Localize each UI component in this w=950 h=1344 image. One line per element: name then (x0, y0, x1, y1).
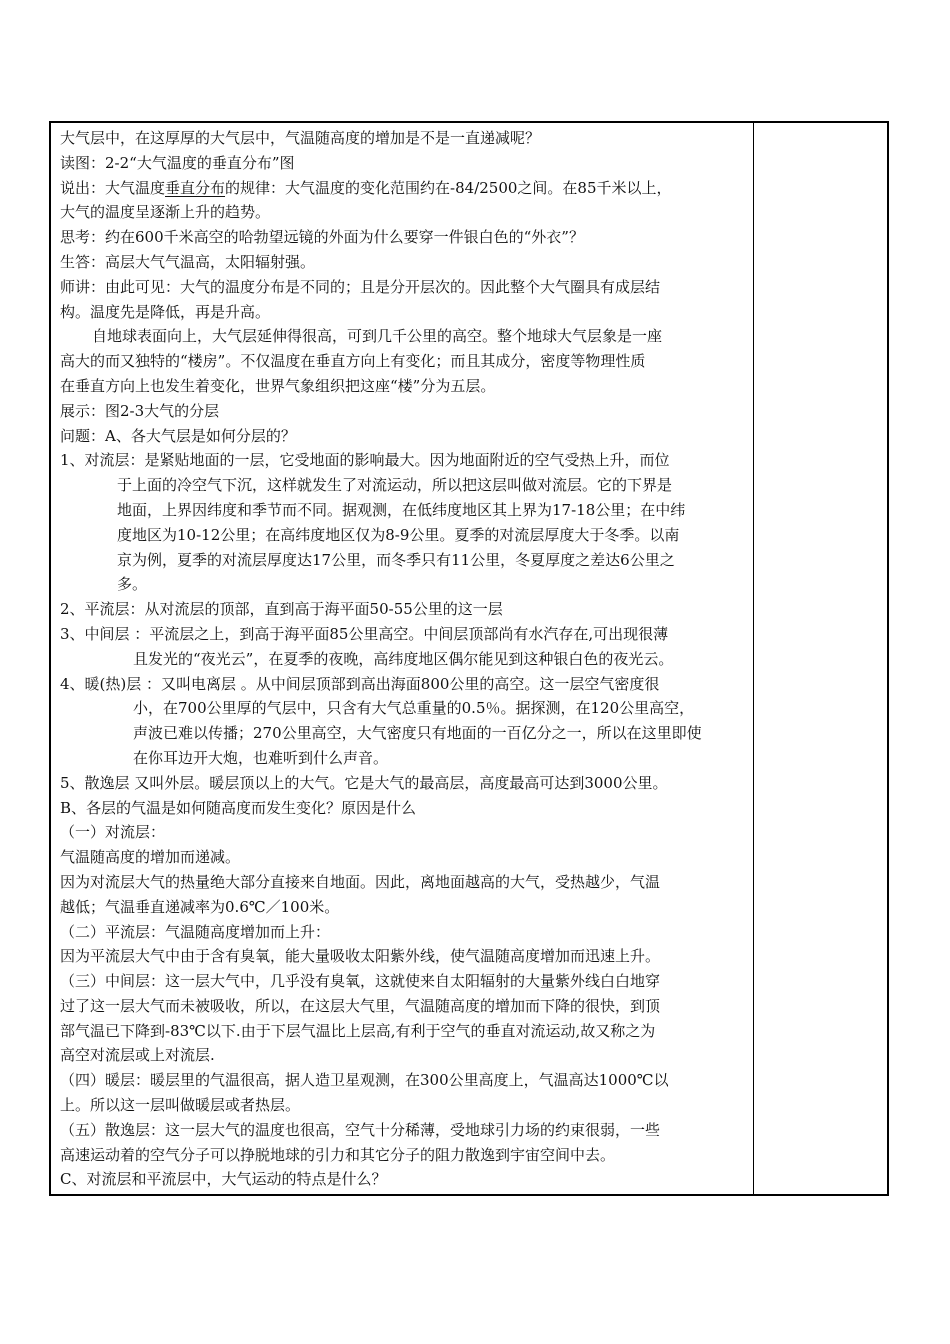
text-line: 展示：图2-3大气的分层 (60, 401, 220, 420)
text-line: （五）散逸层：这一层大气的温度也很高，空气十分稀薄，受地球引力场的约束很弱，一些 (60, 1120, 661, 1139)
text-line: 2、平流层：从对流层的顶部，直到高于海平面50-55公里的这一层 (60, 600, 503, 619)
lesson-table (49, 121, 889, 1196)
text-line: 在你耳边开大炮，也难听到什么声音。 (133, 748, 389, 767)
text-line: 多。 (117, 575, 148, 594)
text-line: （一）对流层： (60, 823, 166, 842)
text-line: （四）暖层：暖层里的气温很高，据人造卫星观测，在300公里高度上，气温高达1000℃以 (60, 1071, 669, 1090)
underlined-term: 垂直分布 (165, 178, 226, 197)
text-line: 高空对流层或上对流层. (60, 1046, 215, 1065)
text-line: 地面，上界因纬度和季节而不同。据观测，在低纬度地区其上界为17-18公里；在中纬 (117, 500, 686, 519)
text-line: 过了这一层大气而未被吸收，所以，在这层大气里，气温随高度的增加而下降的很快，到顶 (60, 996, 661, 1015)
text-line: 构。温度先是降低，再是升高。 (60, 302, 271, 321)
text-line: 气温随高度的增加而递减。 (60, 848, 241, 867)
text-line: 于上面的冷空气下沉，这样就发生了对流运动，所以把这层叫做对流层。它的下界是 (117, 476, 673, 495)
text-line: 因为对流层大气的热量绝大部分直接来自地面。因此，离地面越高的大气，受热越少，气温 (60, 872, 661, 891)
text-line: 部气温已下降到-83℃以下.由于下层气温比上层高,有利于空气的垂直对流运动,故又称之为 (60, 1021, 656, 1040)
text-line: 说出：大气温度垂直分布的规律：大气温度的变化范围约在-84/2500之间。在85千米以上， (60, 178, 672, 197)
column-divider (753, 123, 754, 1194)
text-line: 3、中间层 ：平流层之上，到高于海平面85公里高空。中间层顶部尚有水汽存在,可出现很薄 (60, 624, 669, 643)
text-line: 自地球表面向上，大气层延伸得很高，可到几千公里的高空。整个地球大气层象是一座 (92, 327, 663, 346)
lesson-content (60, 126, 748, 1192)
text-line: 声波已难以传播；270公里高空，大气密度只有地面的一百亿分之一，所以在这里即使 (133, 724, 702, 743)
text-line: 京为例，夏季的对流层厚度达17公里，而冬季只有11公里，冬夏厚度之差达6公里之 (117, 550, 675, 569)
text-line: 在垂直方向上也发生着变化，世界气象组织把这座“楼”分为五层。 (60, 376, 496, 395)
text-line: 上。所以这一层叫做暖层或者热层。 (60, 1096, 301, 1115)
row-divider (51, 1195, 753, 1196)
text-line: 高大的而又独特的“楼房”。不仅温度在垂直方向上有变化；而且其成分，密度等物理性质 (60, 352, 646, 371)
text-line: 高速运动着的空气分子可以挣脱地球的引力和其它分子的阻力散逸到宇宙空间中去。 (60, 1145, 616, 1164)
text-line: 5、散逸层 又叫外层。暖层顶以上的大气。它是大气的最高层，高度最高可达到3000公里。 (60, 773, 668, 792)
text-line: 大气层中，在这厚厚的大气层中，气温随高度的增加是不是一直递减呢？ (60, 129, 541, 147)
text-line: 因为平流层大气中由于含有臭氧，能大量吸收太阳紫外线，使气温随高度增加而迅速上升。 (60, 947, 661, 966)
text-line: 读图：2-2“大气温度的垂直分布”图 (60, 153, 295, 172)
text-line: 小，在700公里厚的气层中，只含有大气总重量的0.5％。据探测，在120公里高空， (133, 699, 695, 718)
text-line: 1、对流层：是紧贴地面的一层，它受地面的影响最大。因为地面附近的空气受热上升，而位 (60, 451, 670, 470)
text-line: 度地区为10-12公里；在高纬度地区仅为8-9公里。夏季的对流层厚度大于冬季。以南 (117, 525, 680, 544)
text-line: 生答：高层大气气温高，太阳辐射强。 (60, 252, 316, 271)
text-line: C、对流层和平流层中，大气运动的特点是什么？ (60, 1170, 387, 1189)
text-line: 大气的温度呈逐渐上升的趋势。 (60, 203, 271, 222)
text-line: 思考：约在600千米高空的哈勃望远镜的外面为什么要穿一件银白色的“外衣”？ (60, 228, 584, 247)
text-line: B、各层的气温是如何随高度而发生变化？原因是什么 (60, 798, 417, 817)
text-line: 师讲：由此可见：大气的温度分布是不同的；且是分开层次的。因此整个大气圈具有成层结 (60, 277, 661, 296)
text-line: 越低；气温垂直递减率为0.6℃／100米。 (60, 897, 340, 916)
text-line: 问题：A、各大气层是如何分层的？ (60, 426, 296, 445)
text-line: 且发光的“夜光云”，在夏季的夜晚，高纬度地区偶尔能见到这种银白色的夜光云。 (133, 649, 674, 668)
text-line: 4、暖(热)层 ：又叫电离层 。从中间层顶部到高出海面800公里的高空。这一层空气密度很 (60, 674, 660, 693)
text-line: （二）平流层：气温随高度增加而上升： (60, 922, 331, 941)
text-line: （三）中间层：这一层大气中，几乎没有臭氧，这就使来自太阳辐射的大量紫外线白白地穿 (60, 972, 661, 991)
